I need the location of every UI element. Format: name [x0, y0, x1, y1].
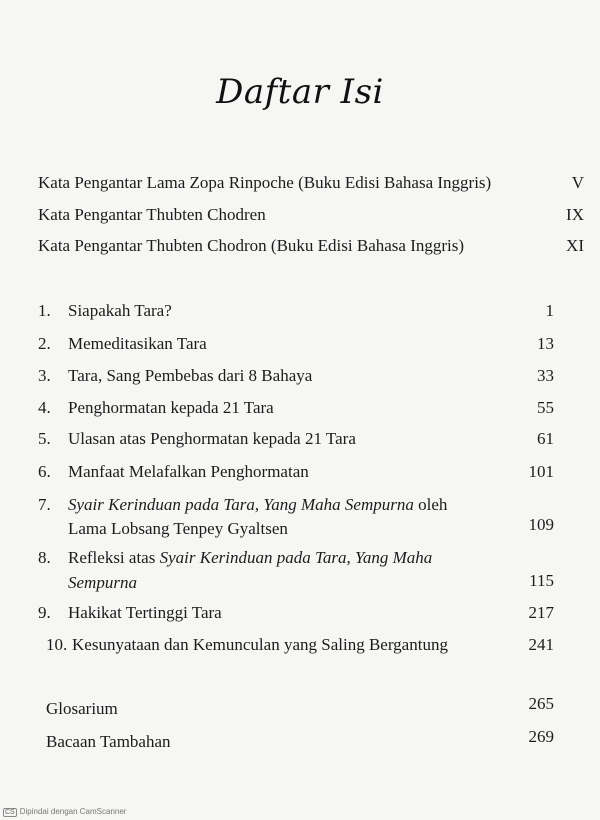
toc-entry-text-lead: Refleksi atas [68, 548, 160, 567]
toc-entry-number: 3. [38, 366, 51, 385]
toc-entry-text: Penghormatan kepada 21 Tara [68, 398, 274, 417]
toc-entry-chapter-8 [38, 547, 554, 595]
toc-entry-text: Kata Pengantar Thubten Chodren [38, 205, 266, 224]
toc-entry-page: 241 [528, 635, 554, 654]
toc-entry-page: 33 [537, 366, 554, 385]
toc-entry-text: Tara, Sang Pembebas dari 8 Bahaya [68, 366, 313, 385]
toc-entry-number: 2. [38, 334, 51, 353]
toc-entry-page: 1 [545, 301, 554, 320]
toc-entry-number: 8. [38, 548, 51, 567]
toc-entry-text-line1 [68, 494, 447, 516]
toc-entry-number: 5. [38, 429, 51, 448]
toc-entry-page: 269 [528, 727, 554, 746]
toc-entry-page: 61 [537, 429, 554, 448]
toc-entry-text: Ulasan atas Penghormatan kepada 21 Tara [68, 429, 356, 448]
toc-entry-text: Kata Pengantar Thubten Chodron (Buku Edisi Bahasa Inggris) [38, 236, 465, 255]
toc-entry-text: Bacaan Tambahan [46, 732, 171, 751]
scanner-watermark [3, 807, 126, 817]
toc-entry-text: Kata Pengantar Lama Zopa Rinpoche (Buku Edisi Bahasa Inggris) [38, 173, 492, 192]
toc-entry-text-line2: Lama Lobsang Tenpey Gyaltsen [68, 519, 288, 538]
toc-entry-number: 10. [46, 635, 68, 654]
toc-entry-text: Glosarium [46, 699, 118, 718]
toc-entry-page: 13 [537, 334, 554, 353]
toc-entry-text-tail: oleh [413, 495, 448, 514]
toc-entry-page: 109 [528, 515, 554, 534]
toc-entry-page: 115 [529, 571, 554, 590]
toc-entry-page: XI [566, 236, 584, 255]
page-title: Daftar Isi [216, 72, 384, 112]
scanner-watermark-text: Dipindai dengan CamScanner [19, 807, 127, 816]
toc-entry-text: Memeditasikan Tara [68, 334, 207, 353]
toc-entry-text: Siapakah Tara? [68, 301, 172, 320]
toc-entry-italic-title: Syair Kerinduan pada Tara, Yang Maha [159, 548, 433, 567]
toc-entry-number: 4. [38, 398, 51, 417]
toc-entry-page: 55 [537, 398, 554, 417]
toc-entry-page: 265 [528, 694, 554, 713]
toc-entry-text-line1 [68, 547, 432, 569]
camscanner-logo-icon: CS [5, 809, 15, 816]
toc-entry-page: V [571, 173, 584, 192]
toc-entry-text-line2: Sempurna [68, 573, 137, 592]
toc-entry-page: IX [566, 205, 584, 224]
toc-entry-italic-title: Syair Kerinduan pada Tara, Yang Maha Sempurna [68, 495, 414, 514]
toc-entry-page: 217 [528, 603, 554, 622]
toc-entry-number: 9. [38, 603, 51, 622]
toc-entry-number: 7. [38, 495, 51, 514]
toc-entry-text: Kesunyataan dan Kemunculan yang Saling Bergantung [72, 635, 448, 654]
toc-entry-number: 1. [38, 301, 51, 320]
toc-entry-chapter-7 [38, 494, 554, 542]
toc-entry-page: 101 [528, 462, 554, 481]
toc-entry-number: 6. [38, 462, 51, 481]
toc-entry-text: Hakikat Tertinggi Tara [68, 603, 222, 622]
toc-entry-text: Manfaat Melafalkan Penghormatan [68, 462, 309, 481]
